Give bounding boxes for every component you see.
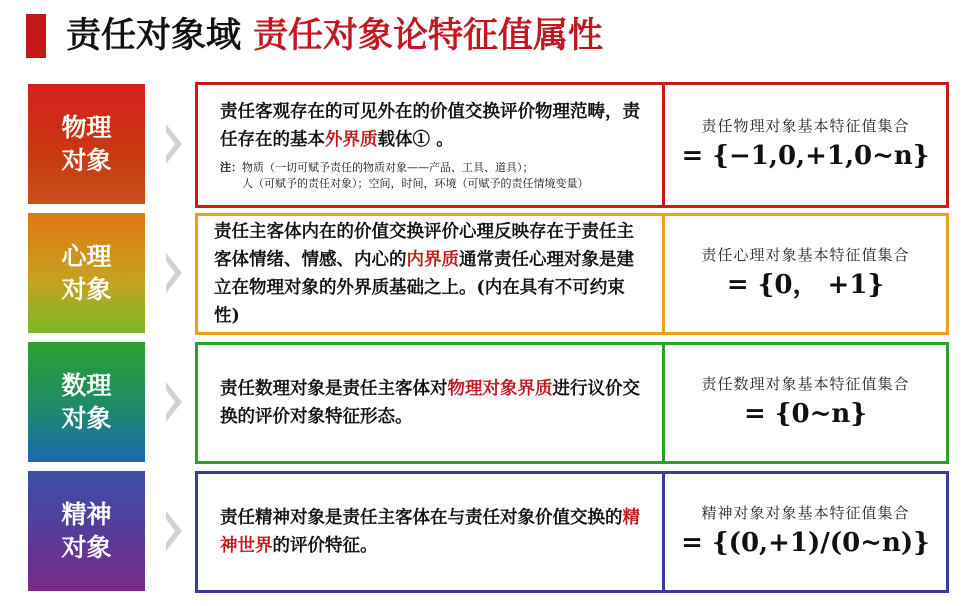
desc-before: 责任客观存在的可见外在的价值交换评价物理范畴，责任存在的基本 <box>220 102 640 150</box>
chevron-right-icon <box>166 511 182 551</box>
label-line2: 对象 <box>61 146 112 175</box>
set-value: = {(0,+1)/(0~n)} <box>681 528 930 558</box>
row-physical-object <box>0 84 971 206</box>
description-text <box>214 218 644 330</box>
label-line2: 对象 <box>61 533 112 562</box>
physical-description <box>198 85 662 205</box>
chevron-right-icon <box>166 124 182 164</box>
desc-before: 责任数理对象是责任主客体对 <box>220 379 448 399</box>
desc-after: 载体① 。 <box>377 130 454 150</box>
physical-set <box>665 85 946 205</box>
spiritual-set <box>665 474 946 590</box>
mathematical-object-box <box>195 342 949 464</box>
chevron-right-icon <box>166 253 182 293</box>
title-accent-bar <box>26 14 46 58</box>
psychological-set <box>665 216 946 332</box>
label-line1: 精神 <box>61 500 112 529</box>
label-mathematical-object <box>28 342 145 462</box>
physical-object-box <box>195 82 949 208</box>
label-line2: 对象 <box>61 275 112 304</box>
set-value: = {−1,0,+1,0~n} <box>681 141 930 171</box>
label-line1: 心理 <box>61 242 112 271</box>
physical-note <box>220 160 644 192</box>
mathematical-set <box>665 345 946 461</box>
page-title <box>66 12 603 60</box>
title-main: 责任对象域 <box>66 16 242 56</box>
set-value: = {0~n} <box>743 399 868 429</box>
row-mathematical-object <box>0 342 971 464</box>
set-title: 精神对象对象基本特征值集合 <box>701 504 910 522</box>
chevron-right-icon <box>166 382 182 422</box>
row-psychological-object <box>0 213 971 335</box>
spiritual-description <box>198 474 662 590</box>
description-text <box>220 375 644 431</box>
spiritual-object-box <box>195 471 949 593</box>
desc-before: 责任主客体内在的价值交换评价心理反映存在于责任主客体情绪、情感、内心的 <box>214 222 634 270</box>
desc-after: 进行议价交换的评价对象特征形态。 <box>220 379 640 427</box>
set-value: = {0， +1} <box>726 270 885 300</box>
desc-after: 通常责任心理对象是建立在物理对象的外界质基础之上。(内在具有不可约束性) <box>214 250 634 326</box>
desc-highlight: 物理对象界质 <box>447 379 553 399</box>
label-line1: 数理 <box>61 371 112 400</box>
description-text <box>220 98 644 154</box>
label-line2: 对象 <box>61 404 112 433</box>
set-title: 责任物理对象基本特征值集合 <box>701 117 910 135</box>
label-physical-object <box>28 84 145 204</box>
note-line1: 物质（一切可赋予责任的物质对象——产品、工具、道具）； <box>242 161 534 174</box>
mathematical-description <box>198 345 662 461</box>
label-line1: 物理 <box>61 113 112 142</box>
description-text <box>220 504 644 560</box>
desc-before: 责任精神对象是责任主客体在与责任对象价值交换的 <box>220 508 623 528</box>
set-title: 责任数理对象基本特征值集合 <box>701 375 910 393</box>
desc-highlight: 外界质 <box>325 130 378 150</box>
title-sub: 责任对象论特征值属性 <box>253 16 604 56</box>
label-spiritual-object <box>28 471 145 591</box>
set-title: 责任心理对象基本特征值集合 <box>701 246 910 264</box>
desc-highlight: 内界质 <box>406 250 459 270</box>
note-prefix: 注： <box>220 161 242 174</box>
row-spiritual-object <box>0 471 971 593</box>
note-line2: 人（可赋予的责任对象）；空间，时间，环境（可赋予的责任情境变量） <box>242 177 589 190</box>
psychological-object-box <box>195 213 949 335</box>
desc-after: 的评价特征。 <box>272 536 378 556</box>
desc-highlight: 精神世界 <box>220 508 640 556</box>
psychological-description <box>198 216 662 332</box>
label-psychological-object <box>28 213 145 333</box>
